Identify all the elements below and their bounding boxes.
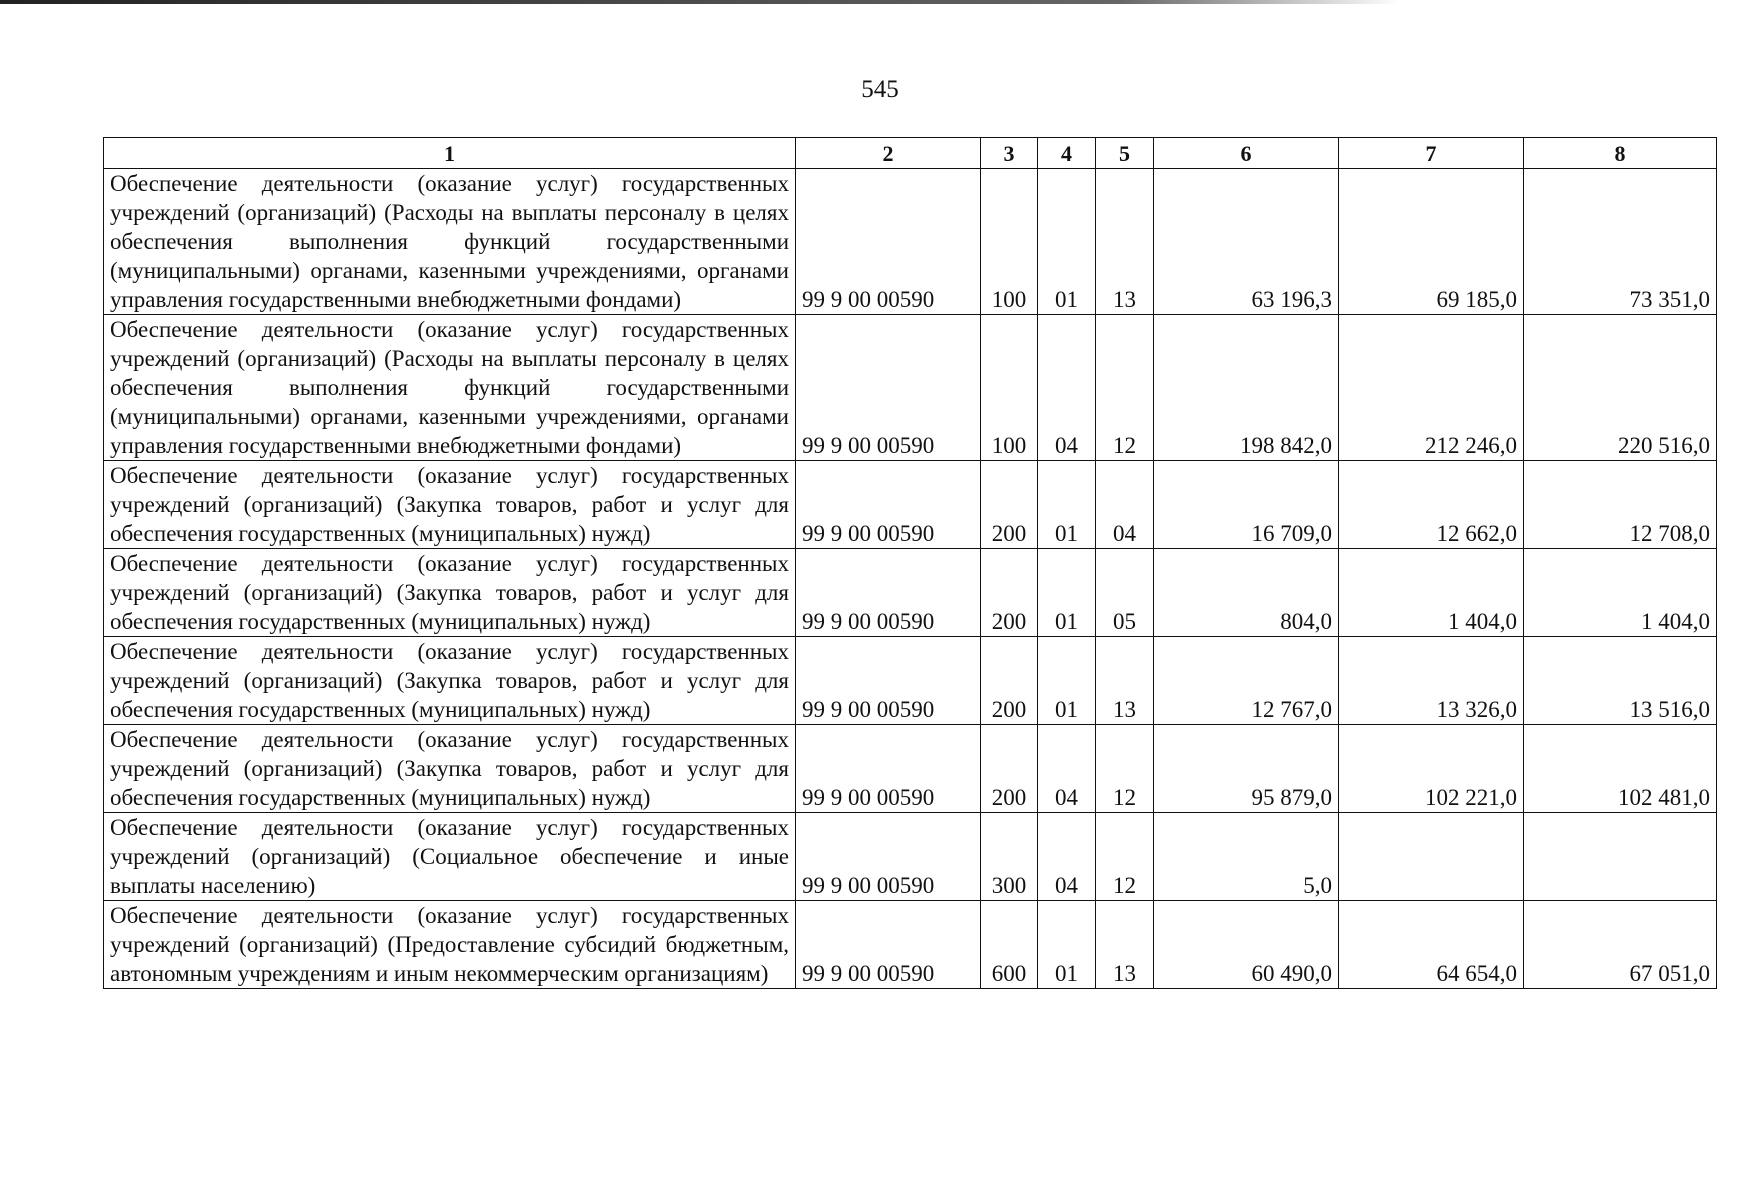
row-col7-cell: 69 185,0 xyxy=(1339,169,1524,315)
col-header-3: 3 xyxy=(981,138,1038,169)
row-col5-cell: 12 xyxy=(1096,813,1154,901)
col-header-8: 8 xyxy=(1524,138,1717,169)
row-col8-cell: 67 051,0 xyxy=(1524,901,1717,989)
row-col5-cell: 12 xyxy=(1096,315,1154,461)
row-col6-cell: 5,0 xyxy=(1154,813,1339,901)
row-name-cell: Обеспечение деятельности (оказание услуг) государственных учреждений (организаций) (Расходы на выплаты персоналу в целях обеспечения выполнения функций государственными (муниципальными) органами, казенными учреждениями, органами управления государственными внебюджетными фондами) xyxy=(104,169,796,315)
budget-table xyxy=(103,137,1717,989)
row-name-cell: Обеспечение деятельности (оказание услуг) государственных учреждений (организаций) (Закупка товаров, работ и услуг для обеспечения государственных (муниципальных) нужд) xyxy=(104,549,796,637)
scan-edge xyxy=(0,0,1400,4)
table-row xyxy=(104,461,1717,549)
row-col6-cell: 63 196,3 xyxy=(1154,169,1339,315)
row-name-cell: Обеспечение деятельности (оказание услуг) государственных учреждений (организаций) (Социальное обеспечение и иные выплаты населению) xyxy=(104,813,796,901)
row-col7-cell: 212 246,0 xyxy=(1339,315,1524,461)
row-name-cell: Обеспечение деятельности (оказание услуг) государственных учреждений (организаций) (Закупка товаров, работ и услуг для обеспечения государственных (муниципальных) нужд) xyxy=(104,637,796,725)
row-col5-cell: 04 xyxy=(1096,461,1154,549)
row-col4-cell: 01 xyxy=(1038,461,1096,549)
table-row xyxy=(104,315,1717,461)
row-col3-cell: 200 xyxy=(981,637,1038,725)
row-col8-cell: 220 516,0 xyxy=(1524,315,1717,461)
row-col7-cell xyxy=(1339,813,1524,901)
row-col5-cell: 05 xyxy=(1096,549,1154,637)
row-col3-cell: 100 xyxy=(981,315,1038,461)
page-number: 545 xyxy=(861,76,899,103)
row-code-cell: 99 9 00 00590 xyxy=(796,813,981,901)
row-col4-cell: 01 xyxy=(1038,549,1096,637)
row-col3-cell: 200 xyxy=(981,549,1038,637)
row-col5-cell: 13 xyxy=(1096,169,1154,315)
row-col6-cell: 804,0 xyxy=(1154,549,1339,637)
row-code-cell: 99 9 00 00590 xyxy=(796,315,981,461)
row-name-cell: Обеспечение деятельности (оказание услуг) государственных учреждений (организаций) (Расходы на выплаты персоналу в целях обеспечения выполнения функций государственными (муниципальными) органами, казенными учреждениями, органами управления государственными внебюджетными фондами) xyxy=(104,315,796,461)
row-col8-cell: 73 351,0 xyxy=(1524,169,1717,315)
row-col4-cell: 01 xyxy=(1038,169,1096,315)
row-col8-cell: 13 516,0 xyxy=(1524,637,1717,725)
table-row xyxy=(104,813,1717,901)
row-col3-cell: 100 xyxy=(981,169,1038,315)
col-header-7: 7 xyxy=(1339,138,1524,169)
row-col5-cell: 13 xyxy=(1096,637,1154,725)
col-header-4: 4 xyxy=(1038,138,1096,169)
row-code-cell: 99 9 00 00590 xyxy=(796,549,981,637)
header-row xyxy=(104,138,1717,169)
row-col3-cell: 200 xyxy=(981,725,1038,813)
row-col7-cell: 102 221,0 xyxy=(1339,725,1524,813)
table-row xyxy=(104,637,1717,725)
row-col6-cell: 95 879,0 xyxy=(1154,725,1339,813)
row-col3-cell: 600 xyxy=(981,901,1038,989)
table-row xyxy=(104,725,1717,813)
row-col5-cell: 12 xyxy=(1096,725,1154,813)
row-col6-cell: 60 490,0 xyxy=(1154,901,1339,989)
row-col4-cell: 04 xyxy=(1038,813,1096,901)
row-col6-cell: 12 767,0 xyxy=(1154,637,1339,725)
row-code-cell: 99 9 00 00590 xyxy=(796,169,981,315)
row-col4-cell: 04 xyxy=(1038,315,1096,461)
table-row xyxy=(104,169,1717,315)
row-code-cell: 99 9 00 00590 xyxy=(796,901,981,989)
table-row xyxy=(104,549,1717,637)
table-row xyxy=(104,901,1717,989)
row-col7-cell: 64 654,0 xyxy=(1339,901,1524,989)
row-name-cell: Обеспечение деятельности (оказание услуг) государственных учреждений (организаций) (Предоставление субсидий бюджетным, автономным учреждениям и иным некоммерческим организациям) xyxy=(104,901,796,989)
row-col6-cell: 198 842,0 xyxy=(1154,315,1339,461)
row-col5-cell: 13 xyxy=(1096,901,1154,989)
row-col4-cell: 01 xyxy=(1038,901,1096,989)
row-col7-cell: 1 404,0 xyxy=(1339,549,1524,637)
row-col6-cell: 16 709,0 xyxy=(1154,461,1339,549)
row-col4-cell: 04 xyxy=(1038,725,1096,813)
row-col4-cell: 01 xyxy=(1038,637,1096,725)
row-col7-cell: 12 662,0 xyxy=(1339,461,1524,549)
col-header-6: 6 xyxy=(1154,138,1339,169)
row-code-cell: 99 9 00 00590 xyxy=(796,637,981,725)
row-col3-cell: 300 xyxy=(981,813,1038,901)
row-col8-cell xyxy=(1524,813,1717,901)
row-name-cell: Обеспечение деятельности (оказание услуг) государственных учреждений (организаций) (Закупка товаров, работ и услуг для обеспечения государственных (муниципальных) нужд) xyxy=(104,461,796,549)
row-code-cell: 99 9 00 00590 xyxy=(796,725,981,813)
row-col8-cell: 1 404,0 xyxy=(1524,549,1717,637)
row-col8-cell: 12 708,0 xyxy=(1524,461,1717,549)
row-col7-cell: 13 326,0 xyxy=(1339,637,1524,725)
col-header-5: 5 xyxy=(1096,138,1154,169)
row-name-cell: Обеспечение деятельности (оказание услуг) государственных учреждений (организаций) (Закупка товаров, работ и услуг для обеспечения государственных (муниципальных) нужд) xyxy=(104,725,796,813)
row-col8-cell: 102 481,0 xyxy=(1524,725,1717,813)
row-col3-cell: 200 xyxy=(981,461,1038,549)
col-header-2: 2 xyxy=(796,138,981,169)
col-header-1: 1 xyxy=(104,138,796,169)
row-code-cell: 99 9 00 00590 xyxy=(796,461,981,549)
